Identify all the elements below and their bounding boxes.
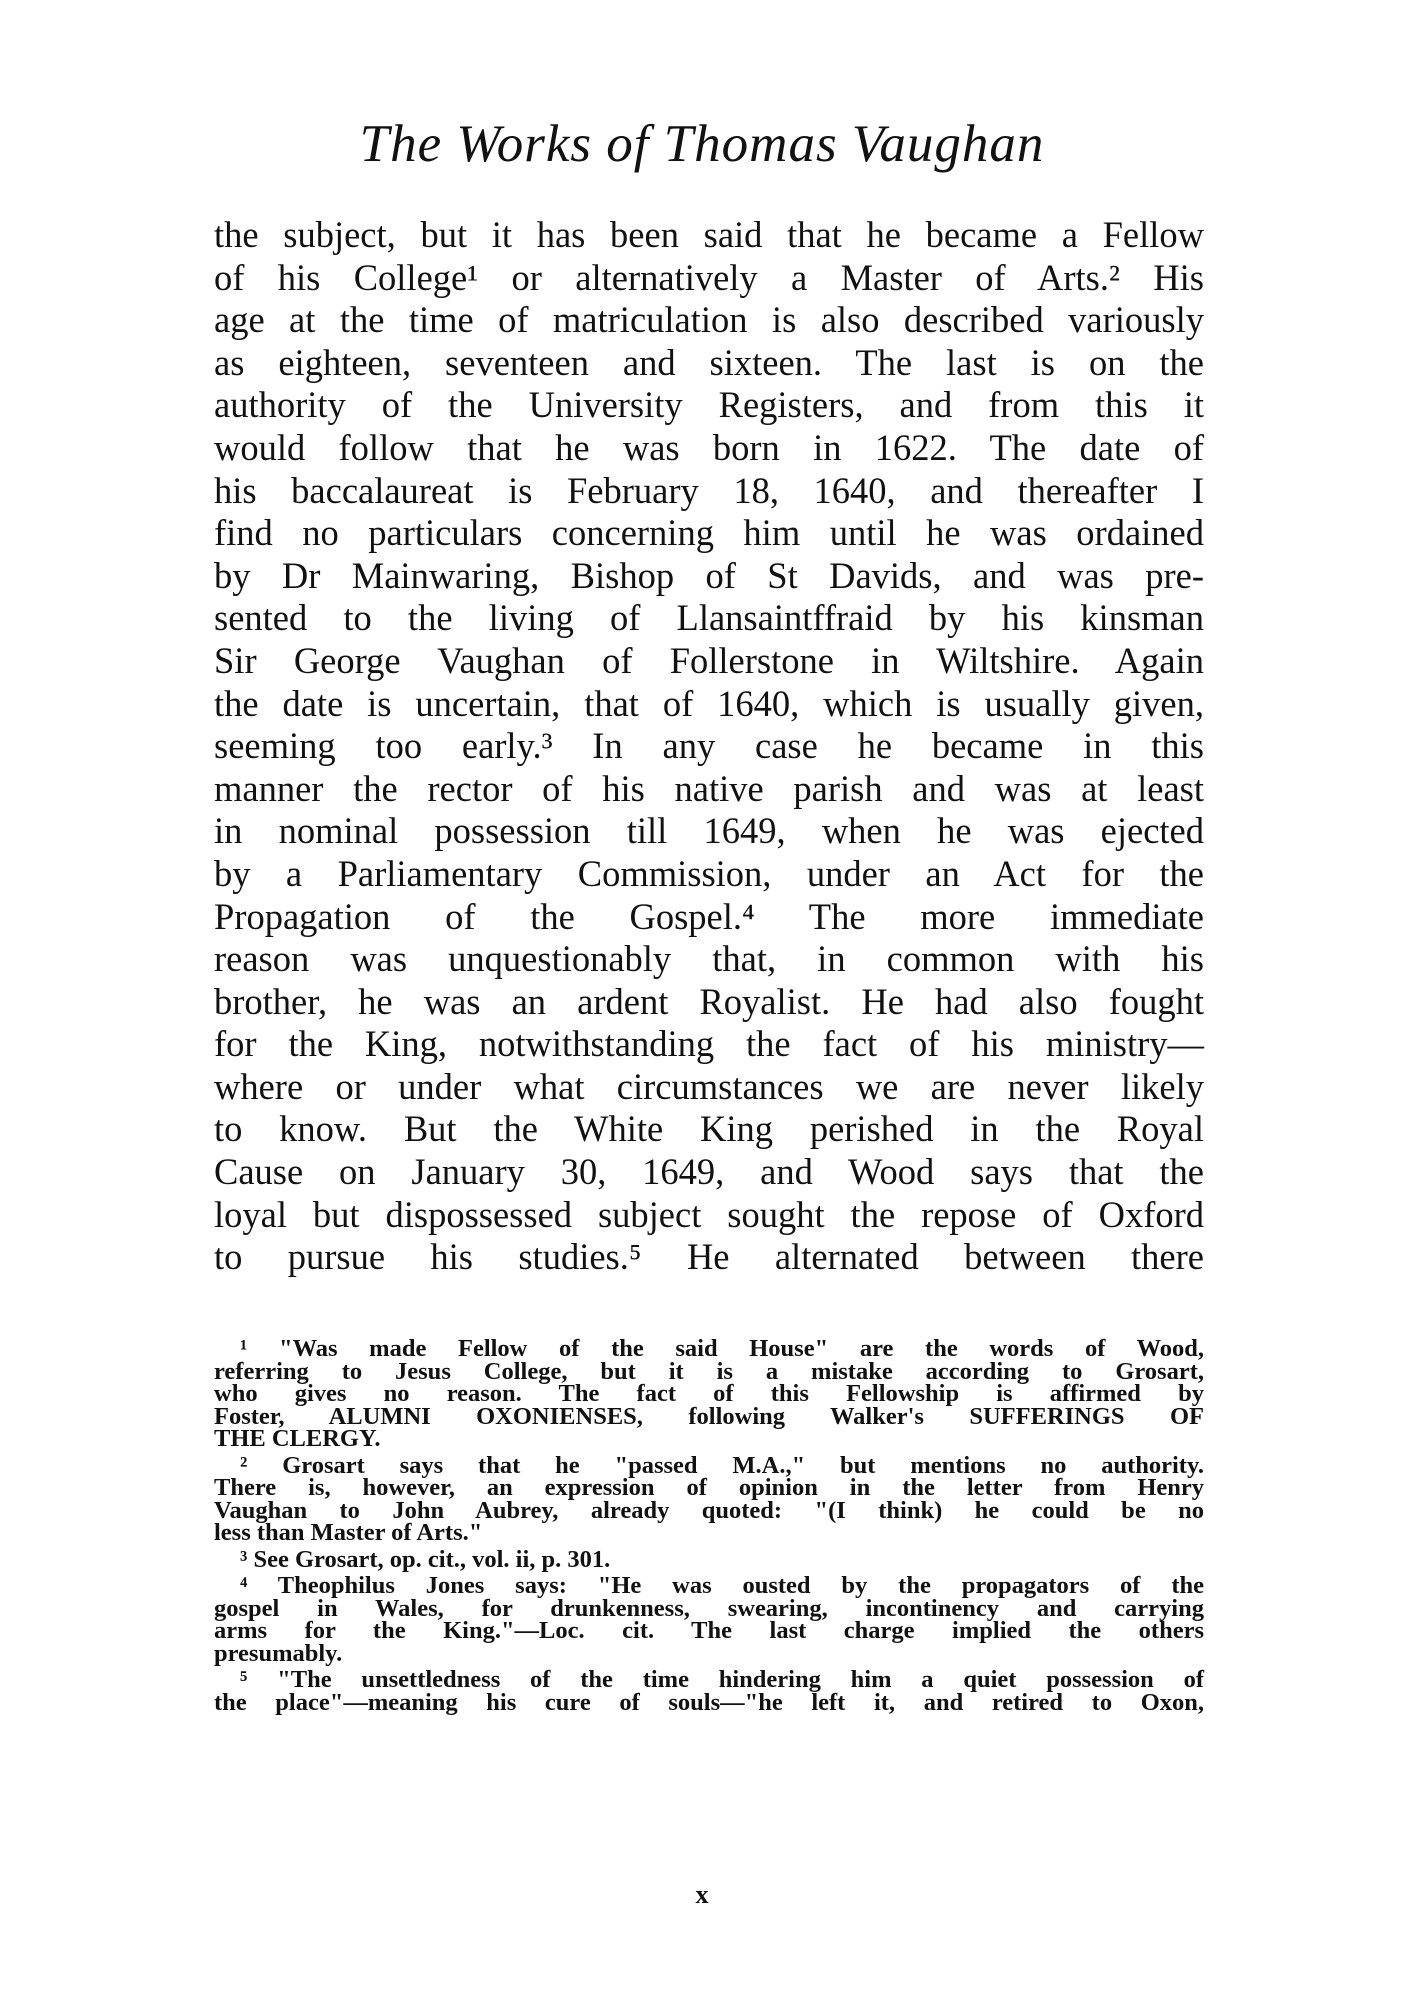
body-line: age at the time of matriculation is also described variously [214,299,1204,341]
footnote-line: less than Master of Arts." [214,1519,483,1546]
footnote-line: ⁴ Theophilus Jones says: "He was ousted by the propagators of the [240,1572,1204,1599]
footnote-line: ¹ "Was made Fellow of the said House" are the words of Wood, [240,1335,1204,1362]
footnote-line: There is, however, an expression of opinion in the letter from Henry [214,1474,1204,1501]
footnote-line: presumably. [214,1639,343,1667]
page-number: x [695,1880,709,1909]
body-line: seeming too early.³ In any case he became in this [214,725,1204,767]
footnote-line: referring to Jesus College, but it is a mistake according to Grosart, [214,1357,1204,1385]
body-line: sented to the living of Llansaintffraid by his kinsman [214,597,1204,639]
body-line: manner the rector of his native parish and was at least [214,767,1204,809]
body-line: for the King, notwithstanding the fact of his ministry— [214,1023,1204,1065]
body-line: authority of the University Registers, and from this it [214,384,1204,426]
footnote-line: Vaughan to John Aubrey, already quoted: "(I think) he could be no [214,1496,1204,1524]
footnote-line: arms for the King."—Loc. cit. The last charge implied the others [214,1617,1204,1644]
body-line: find no particulars concerning him until he was ordained [214,512,1204,554]
footnote-1 [214,1335,1204,1452]
body-line: brother, he was an ardent Royalist. He had also fought [214,980,1204,1022]
body-line: where or under what circumstances we are never likely [214,1065,1204,1107]
body-line: his baccalaureat is February 18, 1640, and thereafter I [214,469,1204,511]
body-line: of his College¹ or alternatively a Master of Arts.² His [214,256,1204,298]
footnote-line: ⁵ "The unsettledness of the time hindering him a quiet possession of [240,1666,1204,1693]
body-line: Sir George Vaughan of Follerstone in Wiltshire. Again [214,639,1204,681]
footnote-line: ³ See Grosart, op. cit., vol. ii, p. 301. [240,1545,611,1573]
body-line: to pursue his studies.⁵ He alternated between there [214,1236,1204,1278]
body-line: Propagation of the Gospel.⁴ The more immediate [214,895,1204,937]
footnote-line: the place"—meaning his cure of souls—"he left it, and retired to Oxon, [214,1688,1204,1716]
footnote-2 [214,1451,1204,1546]
footnote-5 [214,1666,1204,1716]
body-line: in nominal possession till 1649, when he was ejected [214,810,1204,852]
body-text [214,214,1204,1279]
body-line: would follow that he was born in 1622. The date of [214,426,1204,468]
footnotes [214,1335,1204,1718]
body-line: as eighteen, seventeen and sixteen. The last is on the [214,341,1204,383]
footnote-4 [214,1572,1204,1667]
body-line: Cause on January 30, 1649, and Wood says that the [214,1151,1204,1193]
body-line: by a Parliamentary Commission, under an Act for the [214,852,1204,894]
body-line: the date is uncertain, that of 1640, which is usually given, [214,682,1204,724]
footnote-line: gospel in Wales, for drunkenness, swearing, incontinency and carrying [214,1594,1204,1622]
running-head: The Works of Thomas Vaughan [359,115,1045,173]
footnote-line: THE CLERGY. [214,1425,381,1452]
footnote-line: ² Grosart says that he "passed M.A.," but mentions no authority. [240,1451,1204,1479]
body-line: loyal but dispossessed subject sought the repose of Oxford [214,1193,1204,1235]
footnote-3 [214,1545,1204,1573]
footnote-line: Foster, ALUMNI OXONIENSES, following Walker's SUFFERINGS OF [214,1402,1204,1430]
body-line: the subject, but it has been said that he became a Fellow [214,214,1204,255]
footnote-line: who gives no reason. The fact of this Fellowship is affirmed by [214,1380,1204,1407]
body-line: by Dr Mainwaring, Bishop of St Davids, and was pre- [214,554,1204,596]
body-line: reason was unquestionably that, in common with his [214,938,1204,980]
body-line: to know. But the White King perished in the Royal [214,1108,1204,1150]
